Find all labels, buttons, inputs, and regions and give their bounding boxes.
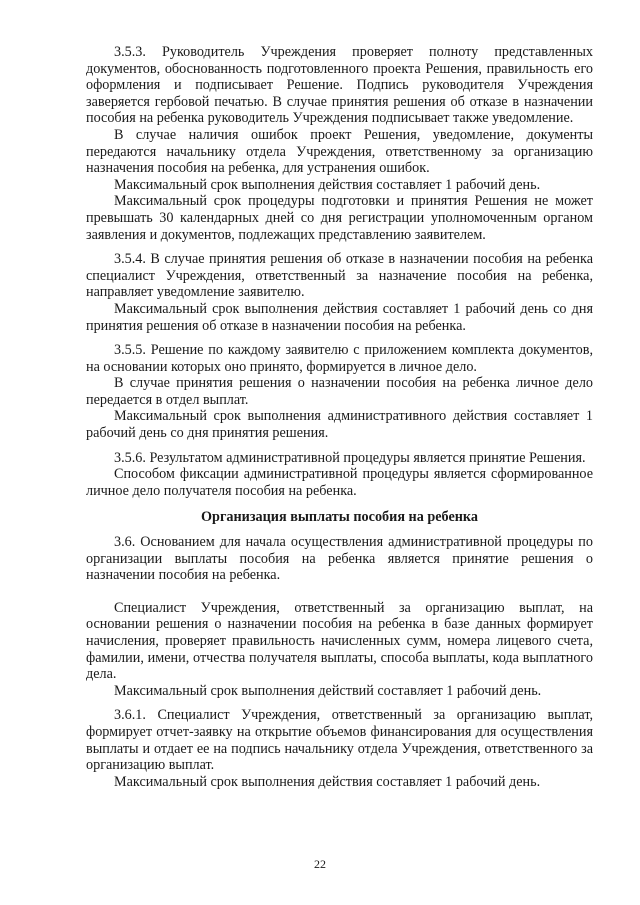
paragraph-3-5-4: 3.5.4. В случае принятия решения об отказе в назначении пособия на ребенка специалист Учреждения, ответственный за назначение пособия на ребенка, направляет уведомление заявителю. bbox=[86, 251, 593, 301]
paragraph-3-5-6: 3.5.6. Результатом административной процедуры является принятие Решения. bbox=[114, 449, 586, 466]
paragraph-deadline-refusal: Максимальный срок выполнения действия составляет 1 рабочий день со дня принятия решения об отказе в назначении пособия на ребенка. bbox=[86, 300, 593, 334]
paragraph-3-6-1: 3.6.1. Специалист Учреждения, ответственный за организацию выплат, формирует отчет-заявку на открытие объемов финансирования для осуществления выплаты и отдает ее на подпись начальнику отдела Учреждения, ответственного за организацию выплат. bbox=[86, 707, 593, 774]
section-heading: Организация выплаты пособия на ребенка bbox=[201, 509, 478, 526]
paragraph-deadline-admin: Максимальный срок выполнения административного действия составляет 1 рабочий день со дня принятия решения. bbox=[86, 408, 593, 442]
paragraph-deadline-actions: Максимальный срок выполнения действий составляет 1 рабочий день. bbox=[114, 682, 542, 699]
paragraph-deadline-procedure: Максимальный срок процедуры подготовки и принятия Решения не может превышать 30 календарных дней со дня регистрации уполномоченным органом заявления и документов, подлежащих представлению заявителем. bbox=[86, 193, 593, 243]
paragraph-payments-specialist: Специалист Учреждения, ответственный за организацию выплат, на основании решения о назначении пособия на ребенка в базе данных формирует начисления, проверяет правильность начисленных сумм, номера лицевого счета, фамилии, имени, отчества получателя выплаты, способа выплаты, кода выплатного дела. bbox=[86, 599, 593, 683]
page-number: 22 bbox=[314, 857, 326, 871]
paragraph-deadline-1: Максимальный срок выполнения действия составляет 1 рабочий день. bbox=[114, 176, 541, 193]
paragraph-personal-file: В случае принятия решения о назначении пособия на ребенка личное дело передается в отдел выплат. bbox=[86, 375, 593, 408]
paragraph-fixation: Способом фиксации административной процедуры является сформированное личное дело получателя пособия на ребенка. bbox=[86, 466, 593, 499]
paragraph-3-6: 3.6. Основанием для начала осуществления административной процедуры по организации выплаты пособия на ребенка является принятие решения о назначении пособия на ребенка. bbox=[86, 534, 593, 584]
paragraph-3-5-3: 3.5.3. Руководитель Учреждения проверяет полноту представленных документов, обоснованность подготовленного проекта Решения, правильность его оформления и подписывает Решение. Подпись руководителя Учреждения заверяется гербовой печатью. В случае принятия решения об отказе в назначении пособия на ребенка руководитель Учреждения подписывает также уведомление. bbox=[86, 44, 593, 127]
document-page bbox=[86, 44, 593, 790]
paragraph-errors: В случае наличия ошибок проект Решения, уведомление, документы передаются начальнику отдела Учреждения, ответственному за организацию назначения пособия на ребенка, для устранения ошибок. bbox=[86, 126, 593, 177]
paragraph-3-5-5: 3.5.5. Решение по каждому заявителю с приложением комплекта документов, на основании которых оно принято, формируется в личное дело. bbox=[86, 342, 593, 375]
paragraph-deadline-final: Максимальный срок выполнения действия составляет 1 рабочий день. bbox=[114, 773, 541, 790]
